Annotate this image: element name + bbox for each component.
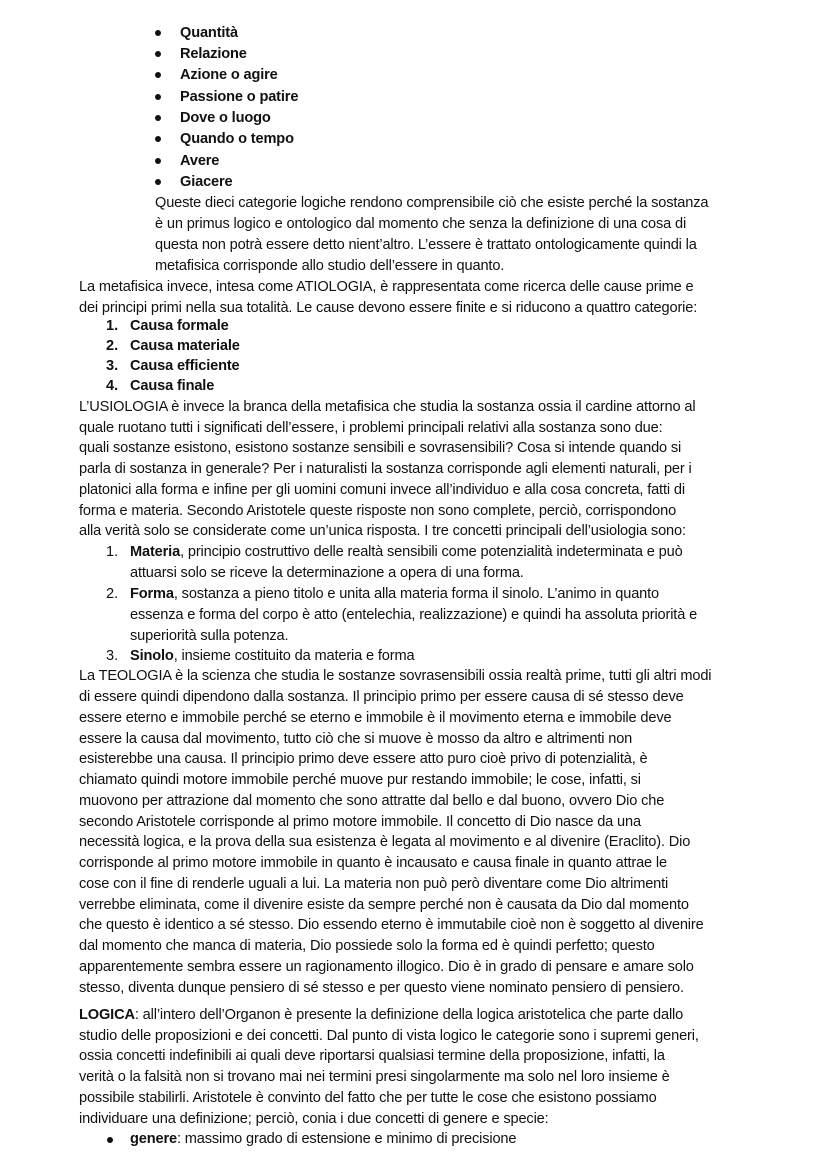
definition: , sostanza a pieno titolo e unita alla materia forma il sinolo. L’animo in quanto xyxy=(173,586,660,602)
text-line: questa non potrà essere detto nient’altro. L’essere è trattato ontologicamente quindi la xyxy=(155,237,697,253)
text-line: necessità logica, e la prova della sua esistenza è legata al movimento e al divenire (Eraclito). Dio xyxy=(79,834,691,850)
text-line: forma e materia. Secondo Aristotele queste risposte non sono complete, perciò, corrispondono xyxy=(79,503,677,519)
definition: , insieme costituito da materia e forma xyxy=(173,648,415,664)
list-item xyxy=(130,1129,516,1150)
list-item: Avere xyxy=(180,153,220,169)
text-line: è un primus logico e ontologico dal momento che senza la definizione di una cosa di xyxy=(155,216,687,232)
list-item: Causa finale xyxy=(130,378,215,394)
text-line: studio delle proposizioni e dei concetti. Dal punto di vista logico le categorie sono i supremi generi, xyxy=(79,1028,699,1044)
list-number: 3. xyxy=(106,358,119,374)
text-line: essenza e forma del corpo è atto (entelechia, realizzazione) e quindi ha assoluta priorità e xyxy=(130,607,698,623)
text-line: essere eterno e immobile perché se eterno e immobile è il movimento eterna e immobile deve xyxy=(79,710,672,726)
text-line: La metafisica invece, intesa come ATIOLOGIA, è rappresentata come ricerca delle cause prime e xyxy=(79,279,694,295)
text-line: muovono per attrazione dal momento che sono attratte dal bello e dal buono, ovvero Dio che xyxy=(79,793,665,809)
text-line: individuare una definizione; perciò, conia i due concetti di genere e specie: xyxy=(79,1111,549,1127)
text-line: chiamato quindi motore immobile perché muove pur restando immobile; le cose, infatti, si xyxy=(79,772,641,788)
list-number: 2. xyxy=(106,586,119,602)
text-line: dei principi primi nella sua totalità. Le cause devono essere finite e si riducono a quattro categorie: xyxy=(79,300,698,316)
list-item xyxy=(130,584,659,605)
text-line: verità o la falsità non si trovano mai nei termini presi singolarmente ma solo nel loro insieme è xyxy=(79,1069,670,1085)
list-item: Quantità xyxy=(180,25,238,41)
text-line: La TEOLOGIA è la scienza che studia le sostanze sovrasensibili ossia realtà prime, tutti gli altri modi xyxy=(79,668,712,684)
bullet-icon xyxy=(155,115,161,121)
text-line: possibile stabilirli. Aristotele è convinto del fatto che per tutte le cose che esistono possiamo xyxy=(79,1090,657,1106)
text-line: che questo è identico a sé stesso. Dio essendo eterno è immutabile cioè non è soggetto al divenire xyxy=(79,917,704,933)
text-line: secondo Aristotele corrisponde al primo motore immobile. Il concetto di Dio nasce da una xyxy=(79,814,641,830)
list-item xyxy=(130,646,414,667)
text-line: Queste dieci categorie logiche rendono comprensibile ciò che esiste perché la sostanza xyxy=(155,195,709,211)
list-number: 1. xyxy=(106,318,119,334)
list-number: 4. xyxy=(106,378,119,394)
text-line: apparentemente sembra essere un ragionamento illogico. Dio è in grado di pensare e amare solo xyxy=(79,959,694,975)
section-heading: LOGICA xyxy=(79,1007,135,1023)
term: Sinolo xyxy=(130,648,174,664)
bullet-icon xyxy=(155,136,161,142)
list-item: Azione o agire xyxy=(180,67,278,83)
text-line: ossia concetti indefinibili ai quali deve riportarsi qualsiasi termine della proposizione, infatti, la xyxy=(79,1048,665,1064)
list-item xyxy=(130,542,683,563)
text-line: attuarsi solo se riceve la determinazione a opera di una forma. xyxy=(130,565,524,581)
bullet-icon xyxy=(155,179,161,185)
list-item: Passione o patire xyxy=(180,89,299,105)
text-line: di essere quindi dipendono dalla sostanza. Il principio primo per essere causa di sé stesso deve xyxy=(79,689,684,705)
list-item: Causa efficiente xyxy=(130,358,240,374)
text-line: platonici alla forma e infine per gli uomini comuni invece all’individuo e alla cosa concreta, fatti di xyxy=(79,482,685,498)
text-line: corrisponde al primo motore immobile in quanto è incausato e causa finale in quanto attrae le xyxy=(79,855,667,871)
list-item: Relazione xyxy=(180,46,247,62)
text-line: esisterebbe una causa. Il principio primo deve essere atto puro cioè privo di potenzialità, è xyxy=(79,751,648,767)
text-line: dal momento che manca di materia, Dio possiede solo la forma ed è quindi perfetto; questo xyxy=(79,938,655,954)
text-line: stesso, diventa dunque pensiero di sé stesso e per questo viene nominato pensiero di pensiero. xyxy=(79,980,684,996)
text-line xyxy=(79,1005,683,1026)
definition: : massimo grado di estensione e minimo di precisione xyxy=(176,1131,517,1147)
bullet-icon xyxy=(155,72,161,78)
text-line: superiorità sulla potenza. xyxy=(130,628,289,644)
list-item: Dove o luogo xyxy=(180,110,271,126)
bullet-icon xyxy=(107,1137,113,1143)
text-line: quali sostanze esistono, esistono sostanze sensibili e sovrasensibili? Cosa si intende quando si xyxy=(79,440,682,456)
bullet-icon xyxy=(155,158,161,164)
text-line: alla verità solo se considerate come un’unica risposta. I tre concetti principali dell’usiologia sono: xyxy=(79,523,686,539)
term: Forma xyxy=(130,586,174,602)
list-number: 1. xyxy=(106,544,119,560)
list-item: Giacere xyxy=(180,174,233,190)
list-item: Quando o tempo xyxy=(180,131,294,147)
bullet-icon xyxy=(155,94,161,100)
text-line: verrebbe eliminata, come il divenire esiste da sempre perché non è causata da Dio dal momento xyxy=(79,897,689,913)
text-line: metafisica corrisponde allo studio dell’essere in quanto. xyxy=(155,258,505,274)
bullet-icon xyxy=(155,51,161,57)
text-span: : all’intero dell’Organon è presente la definizione della logica aristotelica che parte dallo xyxy=(134,1007,684,1023)
list-item: Causa materiale xyxy=(130,338,240,354)
term: Materia xyxy=(130,544,181,560)
text-line: quale ruotano tutti i significati dell’essere, i problemi principali relativi alla sostanza sono due: xyxy=(79,420,663,436)
text-line: parla di sostanza in generale? Per i naturalisti la sostanza corrisponde agli elementi naturali, per i xyxy=(79,461,692,477)
term: genere xyxy=(130,1131,177,1147)
bullet-icon xyxy=(155,30,161,36)
list-number: 2. xyxy=(106,338,119,354)
list-number: 3. xyxy=(106,648,119,664)
text-line: L’USIOLOGIA è invece la branca della metafisica che studia la sostanza ossia il cardine attorno al xyxy=(79,399,696,415)
text-line: essere la causa dal movimento, tutto ciò che si muove è mosso da altro e altrimenti non xyxy=(79,731,633,747)
list-item: Causa formale xyxy=(130,318,229,334)
definition: , principio costruttivo delle realtà sensibili come potenzialità indeterminata e può xyxy=(180,544,683,560)
text-line: cose con il fine di renderle uguali a lui. La materia non può però diventare come Dio altrimenti xyxy=(79,876,669,892)
